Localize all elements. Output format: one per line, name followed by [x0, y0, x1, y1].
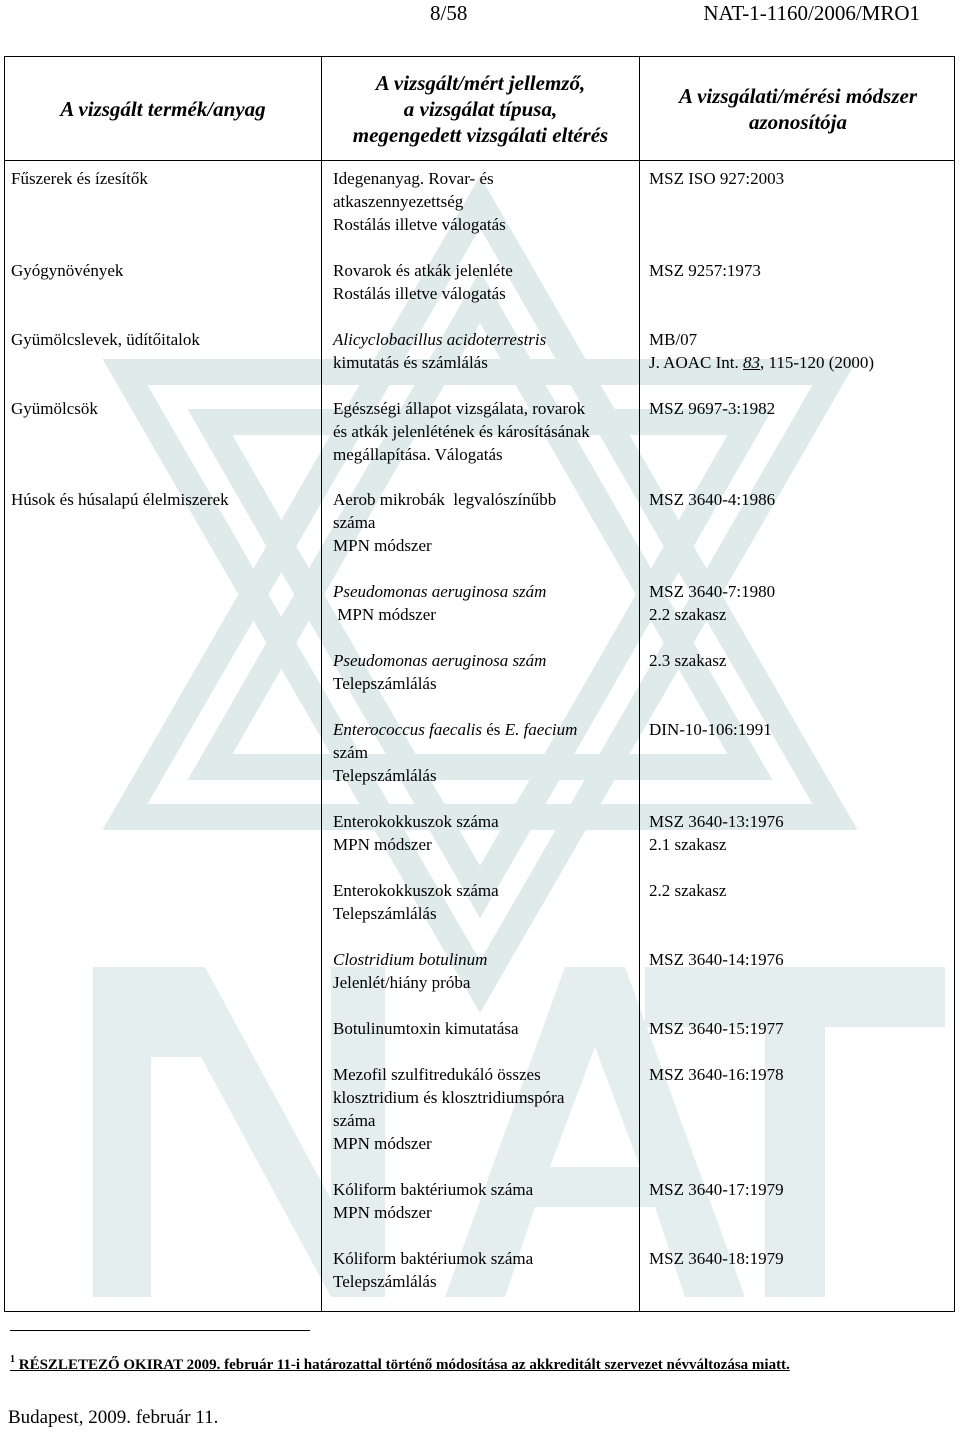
method-cell: MSZ 3640-13:1976 2.1 szakasz — [649, 812, 784, 854]
method-cell: MSZ 9697-3:1982 — [649, 399, 776, 418]
test-cell: Enterokokkuszok száma MPN módszer — [333, 812, 499, 854]
accreditation-table — [4, 56, 955, 1312]
method-cell: 2.3 szakasz — [649, 651, 727, 670]
product-cell: Gyümölcsök — [11, 399, 98, 418]
product-cell: Gyümölcslevek, üdítőitalok — [11, 330, 200, 349]
footnote-separator — [10, 1330, 310, 1331]
column-divider — [321, 57, 322, 1311]
test-cell: Telepszámlálás — [333, 674, 437, 693]
column-divider — [639, 57, 640, 1311]
test-cell: Kóliform baktériumok száma Telepszámlálás — [333, 1249, 534, 1291]
column-header-characteristic: A vizsgált/mért jellemző, a vizsgálat típusa, megengedett vizsgálati eltérés — [352, 70, 609, 147]
method-cell: MSZ 3640-16:1978 — [649, 1065, 784, 1084]
method-cell: MSZ 3640-17:1979 — [649, 1180, 784, 1199]
method-cell: MSZ 3640-14:1976 — [649, 950, 784, 969]
test-cell: Egészségi állapot vizsgálata, rovarok és atkák jelenlétének és károsításának megállapítása. Válogatás — [333, 399, 590, 464]
method-cell: J. AOAC Int. 83, 115-120 (2000) — [649, 353, 875, 372]
test-cell: Rovarok és atkák jelenléte Rostálás illetve válogatás — [333, 261, 513, 303]
test-cell: kimutatás és számlálás — [333, 353, 488, 372]
method-cell: MSZ 3640-4:1986 — [649, 490, 776, 509]
test-cell: Aerob mikrobák legvalószínűbb száma MPN módszer — [333, 490, 557, 555]
organism-name: Pseudomonas aeruginosa szám — [333, 651, 547, 670]
header-divider — [5, 160, 954, 161]
organism-name: E. faecium — [504, 720, 578, 739]
method-cell: DIN-10-106:1991 — [649, 720, 772, 739]
organism-name: Alicyclobacillus acidoterrestris — [333, 330, 547, 349]
method-cell: MSZ 3640-7:1980 2.2 szakasz — [649, 582, 776, 624]
method-cell: MB/07 — [649, 330, 698, 349]
organism-name: Enterococcus faecalis — [333, 720, 483, 739]
footnote-text: RÉSZLETEZŐ OKIRAT 2009. február 11-i határozattal történő módosítása az akkreditált szervezet névváltozása miatt. — [18, 1357, 790, 1373]
test-cell — [333, 718, 577, 741]
footnote-marker: 1 — [10, 1354, 15, 1365]
test-cell: MPN módszer — [333, 605, 436, 624]
test-cell: Enterokokkuszok száma Telepszámlálás — [333, 881, 499, 923]
method-cell: MSZ ISO 927:2003 — [649, 169, 785, 188]
test-cell: Kóliform baktériumok száma MPN módszer — [333, 1180, 534, 1222]
test-cell: Jelenlét/hiány próba — [333, 973, 471, 992]
method-cell: 2.2 szakasz — [649, 881, 727, 900]
test-cell: Botulinumtoxin kimutatása — [333, 1019, 519, 1038]
organism-name: Pseudomonas aeruginosa szám — [333, 582, 547, 601]
dateline: Budapest, 2009. február 11. — [8, 1407, 219, 1428]
column-header-product: A vizsgált termék/anyag — [60, 96, 266, 121]
test-cell: Idegenanyag. Rovar- és atkaszennyezettség Rostálás illetve válogatás — [333, 169, 506, 234]
conjunction: és — [482, 720, 505, 739]
column-header-method: A vizsgálati/mérési módszer azonosítója — [678, 83, 917, 134]
product-cell: Húsok és húsalapú élelmiszerek — [11, 490, 229, 509]
method-cell: MSZ 9257:1973 — [649, 261, 761, 280]
test-cell: Mezofil szulfitredukáló összes klosztridium és klosztridiumspóra száma MPN módszer — [333, 1065, 565, 1153]
test-cell: szám Telepszámlálás — [333, 743, 437, 785]
method-cell: MSZ 3640-18:1979 — [649, 1249, 784, 1268]
organism-name: Clostridium botulinum — [333, 950, 488, 969]
footnote — [10, 1354, 790, 1377]
page-number: 8/58 — [430, 1, 468, 25]
method-cell: MSZ 3640-15:1977 — [649, 1019, 784, 1038]
product-cell: Gyógynövények — [11, 261, 124, 280]
document-id: NAT-1-1160/2006/MRO1 — [703, 1, 920, 25]
volume-number: 83 — [742, 353, 760, 372]
product-cell: Fűszerek és ízesítők — [11, 169, 148, 188]
